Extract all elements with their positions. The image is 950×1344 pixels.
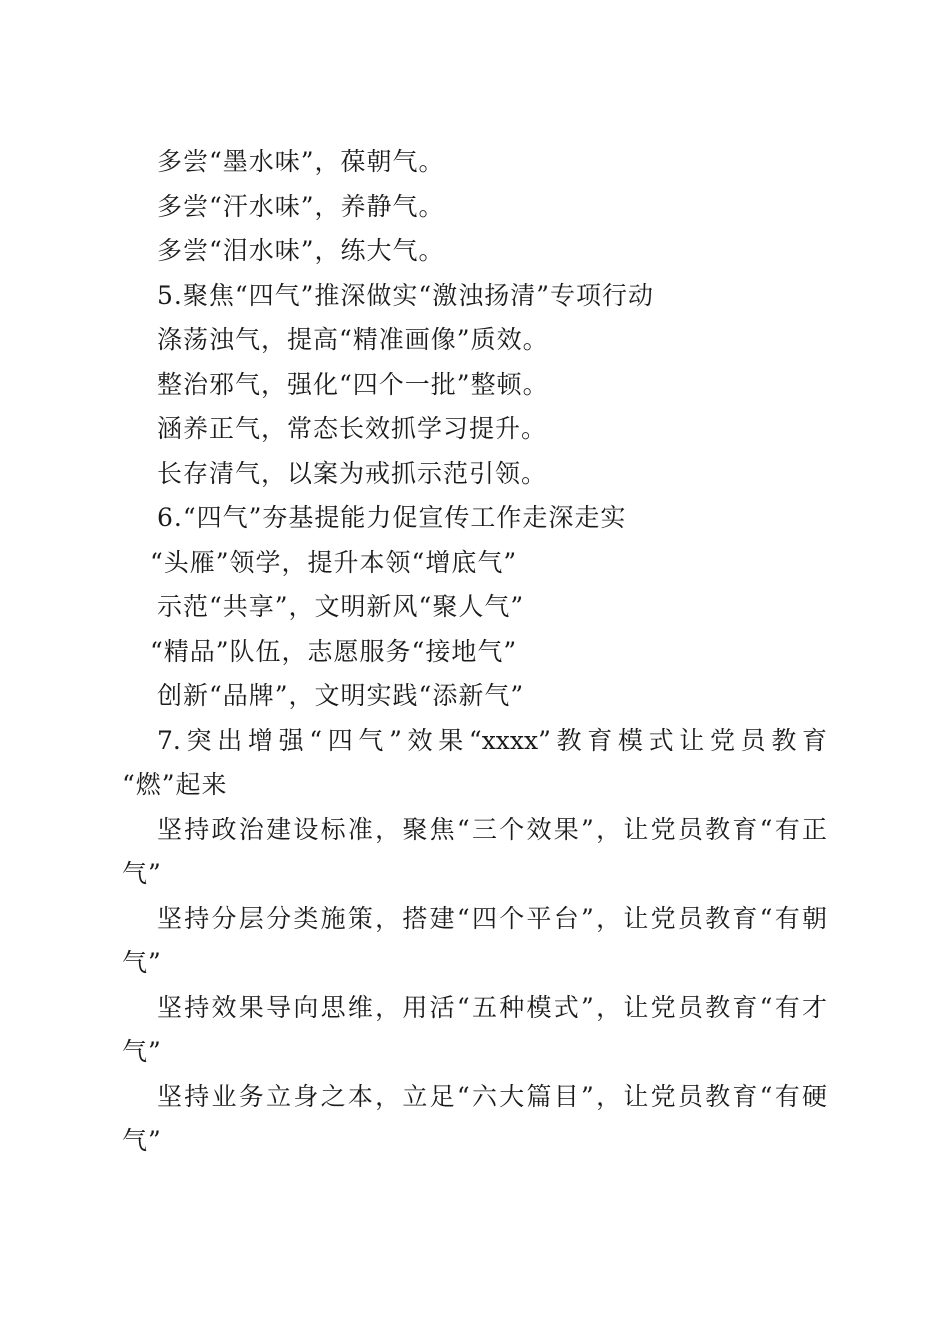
section-heading-5: 5.聚焦“四气”推深做实“激浊扬清”专项行动 (157, 281, 654, 310)
text-line: 创新“品牌”，文明实践“添新气” (157, 681, 525, 710)
text-line: 多尝“汗水味”，养静气。 (157, 192, 445, 221)
text-line: 坚持分层分类施策，搭建“四个平台”，让党员教育“有朝 (157, 904, 827, 933)
section-heading-6: 6.“四气”夯基提能力促宣传工作走深走实 (157, 503, 627, 532)
text-line: “头雁”领学，提升本领“增底气” (150, 548, 518, 577)
text-line: “精品”队伍，志愿服务“接地气” (150, 637, 518, 666)
text-line-continued: 气” (122, 1037, 162, 1066)
text-line: 涤荡浊气，提高“精准画像”质效。 (157, 325, 549, 354)
text-line: 长存清气，以案为戒抓示范引领。 (157, 459, 548, 488)
section-heading-7: 7.突出增强“四气”效果“xxxx”教育模式让党员教育 (157, 726, 827, 755)
text-line: 涵养正气，常态长效抓学习提升。 (157, 414, 548, 443)
text-line: 多尝“泪水味”，练大气。 (157, 236, 445, 265)
text-line-continued: 气” (122, 1126, 162, 1155)
text-line: 整治邪气，强化“四个一批”整顿。 (157, 370, 549, 399)
section-heading-7-continued: “燃”起来 (122, 770, 228, 799)
text-line-continued: 气” (122, 948, 162, 977)
text-line-continued: 气” (122, 859, 162, 888)
text-line: 坚持业务立身之本，立足“六大篇目”，让党员教育“有硬 (157, 1082, 827, 1111)
text-line: 坚持政治建设标准，聚焦“三个效果”，让党员教育“有正 (157, 815, 827, 844)
text-line: 坚持效果导向思维，用活“五种模式”，让党员教育“有才 (157, 993, 827, 1022)
text-line: 多尝“墨水味”，葆朝气。 (157, 147, 445, 176)
text-line: 示范“共享”，文明新风“聚人气” (157, 592, 525, 621)
